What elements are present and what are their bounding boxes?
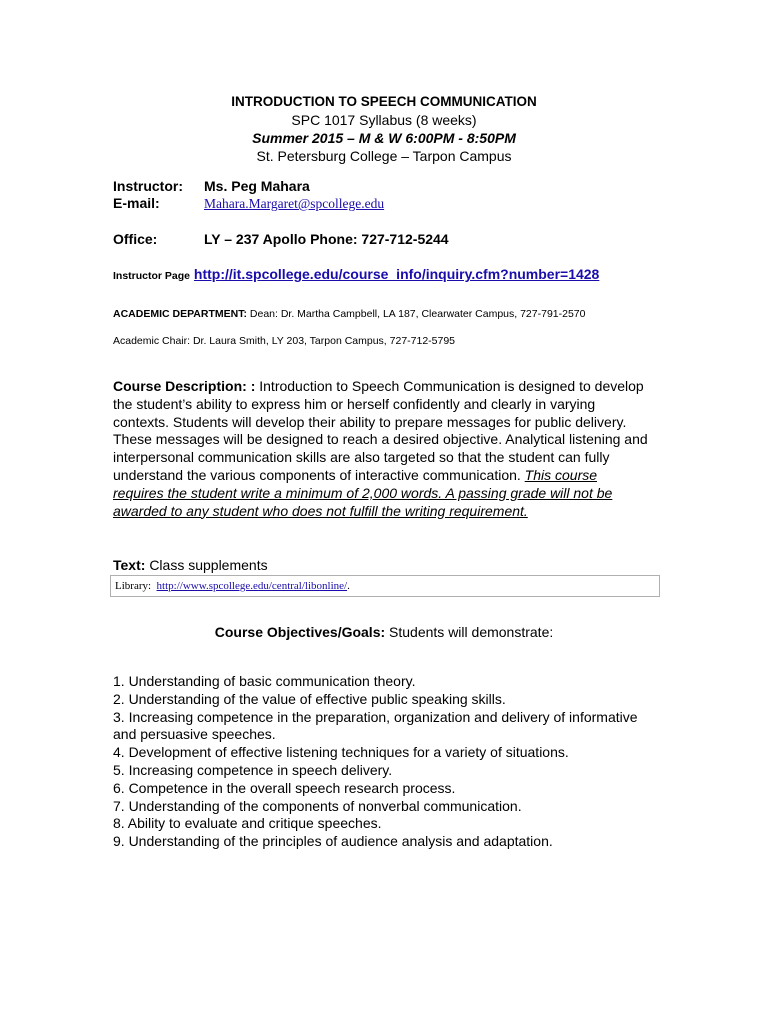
office-label: Office: <box>113 231 158 247</box>
list-item: 2. Understanding of the value of effective public speaking skills. <box>113 690 506 707</box>
objectives-list <box>113 673 643 851</box>
instructor-label: Instructor: <box>113 178 183 194</box>
instructor-page-row <box>113 266 599 282</box>
department-label: ACADEMIC DEPARTMENT: <box>113 308 247 320</box>
course-description-body: Introduction to Speech Communication is designed to develop the student’s ability to express him or herself confidently and clearly in varying contexts. Students will develop their ability to prepare messages for public delivery. These messages will be designed to reach a desired objective. Analytical listening and interpersonal communication skills are also targeted so that the student can fully understand the various components of interactive communication. <box>113 378 648 483</box>
list-item: 3. Increasing competence in the preparation, organization and delivery of informative and persuasive speeches. <box>113 708 638 743</box>
academic-chair: Academic Chair: Dr. Laura Smith, LY 203, Tarpon Campus, 727-712-5795 <box>113 335 456 347</box>
course-title: INTRODUCTION TO SPEECH COMMUNICATION <box>231 94 537 109</box>
office-row <box>113 231 449 247</box>
email-label: E-mail: <box>113 195 160 211</box>
course-description-label: Course Description: : <box>113 378 256 394</box>
list-item: 9. Understanding of the principles of audience analysis and adaptation. <box>113 833 553 850</box>
email-row <box>113 195 384 212</box>
instructor-row <box>113 178 310 194</box>
text-row <box>113 557 268 573</box>
objectives-heading <box>0 624 768 640</box>
email-link[interactable]: Mahara.Margaret@spcollege.edu <box>204 196 385 211</box>
department-dean: Dean: Dr. Martha Campbell, LA 187, Clearwater Campus, 727-791-2570 <box>249 308 586 320</box>
objectives-intro: Students will demonstrate: <box>389 624 554 640</box>
writing-requirement: This course requires the student write a minimum of 2,000 words. A passing grade will not be awarded to any student who does not fulfill the writing requirement. <box>113 466 613 519</box>
syllabus-header <box>0 93 768 165</box>
list-item: 7. Understanding of the components of nonverbal communication. <box>113 797 522 814</box>
course-code: SPC 1017 Syllabus (8 weeks) <box>291 112 477 128</box>
library-link[interactable]: http://www.spcollege.edu/central/libonline/ <box>156 580 348 592</box>
list-item: 1. Understanding of basic communication theory. <box>113 673 416 689</box>
objectives-label: Course Objectives/Goals: <box>214 624 386 640</box>
instructor-page-link[interactable]: http://it.spcollege.edu/course_info/inquiry.cfm?number=1428 <box>193 266 600 282</box>
library-suffix: . <box>347 580 350 592</box>
instructor-page-label: Instructor Page <box>113 270 191 282</box>
list-item: 4. Development of effective listening techniques for a variety of situations. <box>113 744 569 761</box>
list-item: 8. Ability to evaluate and critique speeches. <box>113 815 382 832</box>
list-item: 5. Increasing competence in speech delivery. <box>113 761 393 778</box>
office-value: LY – 237 Apollo Phone: 727-712-5244 <box>204 231 449 247</box>
text-value: Class supplements <box>149 557 268 573</box>
list-item: 6. Competence in the overall speech research process. <box>113 779 456 796</box>
text-label: Text: <box>113 557 146 573</box>
course-term: Summer 2015 – M & W 6:00PM - 8:50PM <box>252 130 516 146</box>
library-label: Library: <box>115 580 152 592</box>
library-box <box>110 575 660 597</box>
library-row <box>115 580 350 592</box>
instructor-name: Ms. Peg Mahara <box>204 178 310 194</box>
course-description <box>113 378 648 520</box>
course-campus: St. Petersburg College – Tarpon Campus <box>256 148 512 164</box>
department-row <box>113 308 586 320</box>
